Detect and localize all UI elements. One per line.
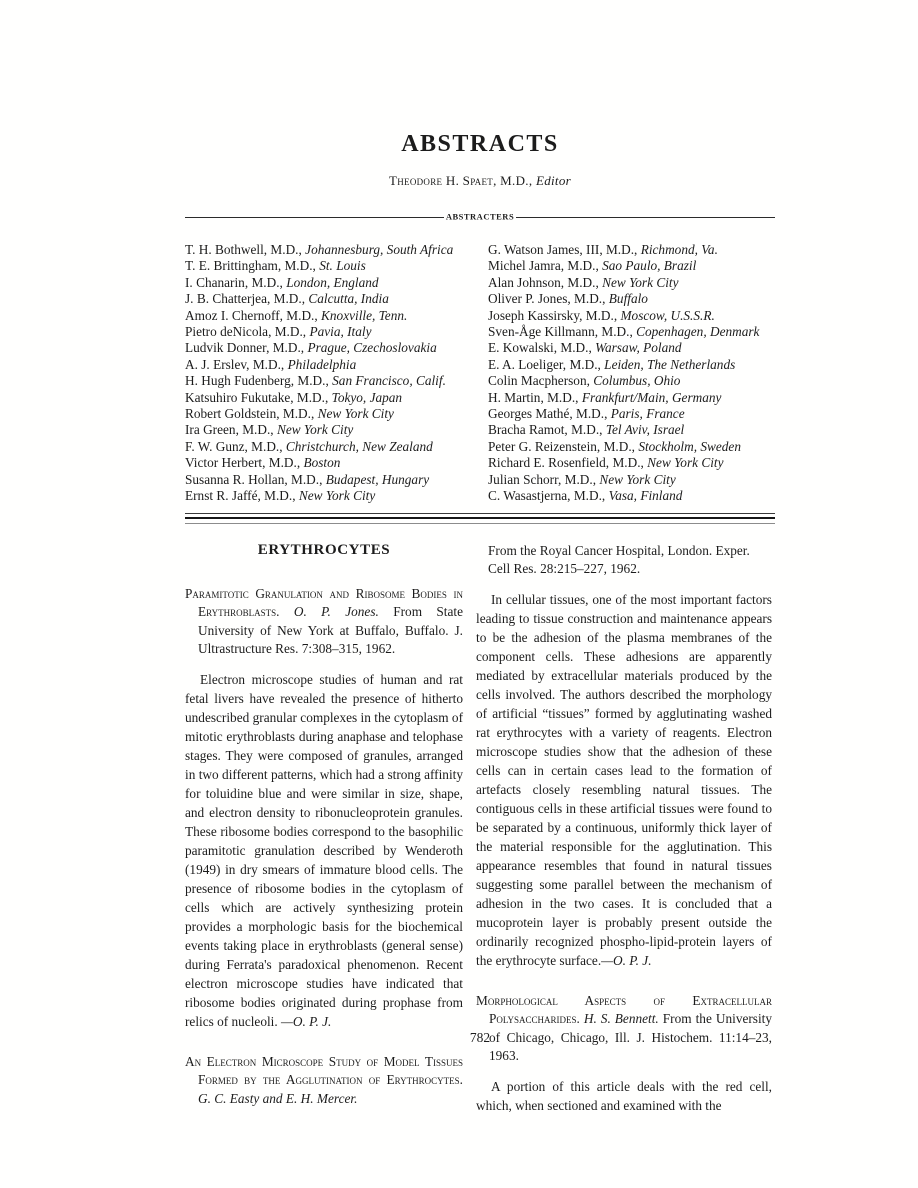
abstract-1-signoff: —O. P. J. bbox=[281, 1013, 332, 1029]
abstract-3-heading bbox=[476, 992, 772, 1066]
rule-line-middle bbox=[185, 517, 775, 519]
abstracter-location: Stockholm, Sweden bbox=[638, 438, 741, 454]
abstract-2-heading bbox=[185, 1053, 463, 1109]
abstract-1-heading bbox=[185, 585, 463, 659]
abstracter-name: J. B. Chatterjea, M.D., bbox=[185, 291, 306, 307]
divider-rule-left bbox=[185, 217, 444, 218]
abstracter-entry bbox=[488, 455, 775, 471]
abstracter-entry bbox=[488, 390, 775, 406]
abstracter-entry bbox=[488, 258, 775, 274]
abstract-3-authors: H. S. Bennett. bbox=[583, 1011, 659, 1027]
abstracter-name: Joseph Kassirsky, M.D., bbox=[488, 307, 618, 323]
abstracter-location: New York City bbox=[647, 455, 724, 471]
abstracter-location: Prague, Czechoslovakia bbox=[307, 340, 437, 356]
abstracter-name: H. Hugh Fudenberg, M.D., bbox=[185, 373, 329, 389]
abstracter-name: F. W. Gunz, M.D., bbox=[185, 438, 283, 454]
abstracter-location: Pavia, Italy bbox=[309, 324, 372, 340]
abstract-2-title: An Electron Microscope Study of Model Tissues Formed by the Agglutination of Erythrocytes. bbox=[185, 1053, 463, 1088]
abstracters-column-right bbox=[488, 242, 775, 505]
editor-role: Editor bbox=[535, 173, 571, 188]
abstracter-entry bbox=[488, 488, 775, 504]
rule-line-top bbox=[185, 513, 775, 514]
abstract-1-source: From State University of New York at Buffalo, Buffalo. J. Ultrastructure Res. 7:308–315, 1962. bbox=[198, 604, 463, 657]
divider-rule-right bbox=[516, 217, 775, 218]
abstract-2-authors: G. C. Easty and E. H. Mercer. bbox=[198, 1091, 358, 1107]
abstract-3-title: Morphological Aspects of Extracellular Polysaccharides. bbox=[476, 992, 772, 1027]
abstracter-entry bbox=[488, 373, 775, 389]
section-divider-rule bbox=[185, 513, 775, 524]
abstracter-location: Philadelphia bbox=[287, 356, 357, 372]
abstracter-location: Knoxville, Tenn. bbox=[321, 307, 408, 323]
abstract-2-source: From the Royal Cancer Hospital, London. Exper. Cell Res. 28:215–227, 1962. bbox=[488, 542, 750, 577]
abstracter-entry bbox=[185, 422, 488, 438]
page-title: ABSTRACTS bbox=[401, 131, 559, 157]
abstracter-name: Robert Goldstein, M.D., bbox=[185, 406, 315, 422]
abstracter-name: C. Wasastjerna, M.D., bbox=[488, 488, 606, 504]
abstracter-location: Warsaw, Poland bbox=[595, 340, 682, 356]
abstracter-location: Tel Aviv, Israel bbox=[605, 422, 685, 438]
abstracter-location: Tokyo, Japan bbox=[331, 389, 403, 405]
abstracter-entry bbox=[185, 357, 488, 373]
abstracter-entry bbox=[488, 324, 775, 340]
abstract-2-body bbox=[476, 590, 772, 970]
abstracter-location: Buffalo bbox=[608, 291, 648, 307]
abstracter-entry bbox=[185, 455, 488, 471]
abstracter-location: Columbus, Ohio bbox=[593, 373, 681, 389]
rule-line-bottom bbox=[185, 523, 775, 524]
abstracter-entry bbox=[488, 275, 775, 291]
abstracter-entry bbox=[488, 242, 775, 258]
abstracter-name: Sven-Åge Killmann, M.D., bbox=[488, 324, 633, 340]
abstracter-name: A. J. Erslev, M.D., bbox=[185, 356, 285, 372]
abstracter-entry bbox=[185, 324, 488, 340]
abstracter-location: Sao Paulo, Brazil bbox=[602, 258, 697, 274]
abstracter-entry bbox=[185, 291, 488, 307]
abstracter-entry bbox=[185, 488, 488, 504]
abstracter-name: Peter G. Reizenstein, M.D., bbox=[488, 438, 635, 454]
abstracter-entry bbox=[185, 242, 488, 258]
abstracter-location: Paris, France bbox=[610, 406, 685, 422]
abstracter-entry bbox=[488, 439, 775, 455]
abstracter-entry bbox=[488, 357, 775, 373]
abstracter-location: Richmond, Va. bbox=[640, 242, 718, 257]
abstracter-entry bbox=[185, 340, 488, 356]
abstracter-name: Katsuhiro Fukutake, M.D., bbox=[185, 389, 329, 405]
abstracter-location: Johannesburg, South Africa bbox=[305, 242, 454, 257]
abstracter-entry bbox=[488, 291, 775, 307]
abstracter-name: Ernst R. Jaffé, M.D., bbox=[185, 488, 296, 504]
abstracter-location: Vasa, Finland bbox=[608, 488, 683, 504]
abstracter-entry bbox=[488, 472, 775, 488]
abstracter-entry bbox=[185, 472, 488, 488]
abstract-3-source: From the University of Chicago, Chicago, Ill. J. Histochem. 11:14–23, 1963. bbox=[489, 1011, 773, 1064]
abstracter-entry bbox=[185, 258, 488, 274]
abstracts-body bbox=[185, 540, 775, 1116]
abstracter-name: Georges Mathé, M.D., bbox=[488, 406, 608, 422]
abstracter-location: New York City bbox=[602, 274, 679, 290]
page-number: 782 bbox=[469, 1030, 491, 1045]
abstracter-name: Michel Jamra, M.D., bbox=[488, 258, 599, 274]
abstracter-entry bbox=[488, 422, 775, 438]
abstracter-location: Budapest, Hungary bbox=[325, 471, 430, 487]
abstracter-location: Calcutta, India bbox=[308, 291, 389, 307]
abstracter-location: Copenhagen, Denmark bbox=[636, 324, 760, 340]
abstracter-location: New York City bbox=[599, 471, 676, 487]
abstract-1-title: Paramitotic Granulation and Ribosome Bodies in Erythroblasts. bbox=[185, 585, 463, 620]
abstracter-entry bbox=[185, 439, 488, 455]
abstract-2-body-text: In cellular tissues, one of the most important factors leading to tissue construction and maintenance appears to be the adhesion of the plasma membranes of the component cells. These adhesions are apparently mediated by extracellular materials produced by the cells involved. The authors described the morphology of artificial “tissues” formed by agglutinating washed rat erythrocytes with a variety of reagents. Electron microscope studies show that the adhesion of these cells can in certain cases lead to the formation of artefacts closely resembling natural tissues. The contiguous cells in these artificial tissues were found to be separated by a continuous, uniformly thick layer of the material responsible for the agglutination. This appearance resembles that found in natural tissues suggesting some parallel between the mechanism of adhesion in the two cases. It is concluded that a mucoprotein layer is probably present outside the ordinarily recognized phospho-lipid-protein layers of the erythrocyte surface. bbox=[476, 591, 772, 968]
abstracter-name: Susanna R. Hollan, M.D., bbox=[185, 471, 323, 487]
section-heading-erythrocytes: ERYTHROCYTES bbox=[257, 541, 391, 558]
column-left bbox=[185, 540, 463, 1116]
abstracter-location: Leiden, The Netherlands bbox=[604, 356, 736, 372]
abstract-1-authors: O. P. Jones. bbox=[293, 604, 379, 620]
abstracter-name: E. Kowalski, M.D., bbox=[488, 340, 592, 356]
abstracter-entry bbox=[185, 308, 488, 324]
abstracter-location: Boston bbox=[303, 455, 341, 471]
page-content bbox=[185, 0, 775, 1115]
abstracter-entry bbox=[185, 373, 488, 389]
abstracter-entry bbox=[488, 340, 775, 356]
abstracter-entry bbox=[185, 406, 488, 422]
abstracter-name: Pietro deNicola, M.D., bbox=[185, 324, 307, 340]
abstracter-entry bbox=[488, 406, 775, 422]
abstracter-name: Victor Herbert, M.D., bbox=[185, 455, 301, 471]
abstracter-location: Frankfurt/Main, Germany bbox=[581, 389, 722, 405]
abstracters-column-left bbox=[185, 242, 488, 505]
abstracter-location: New York City bbox=[317, 406, 394, 422]
editor-line bbox=[185, 173, 775, 189]
abstracter-name: G. Watson James, III, M.D., bbox=[488, 242, 638, 257]
abstracter-name: H. Martin, M.D., bbox=[488, 389, 579, 405]
abstracter-name: E. A. Loeliger, M.D., bbox=[488, 356, 601, 372]
abstracter-location: New York City bbox=[276, 422, 354, 438]
abstracters-list bbox=[185, 242, 775, 505]
abstracter-entry bbox=[185, 390, 488, 406]
abstract-2-source-continuation bbox=[476, 542, 772, 579]
abstracter-name: Amoz I. Chernoff, M.D., bbox=[185, 307, 318, 323]
abstracter-location: St. Louis bbox=[319, 258, 366, 274]
abstracter-location: New York City bbox=[298, 488, 376, 504]
abstracter-location: San Francisco, Calif. bbox=[332, 373, 446, 389]
abstracter-name: Ludvik Donner, M.D., bbox=[185, 340, 305, 356]
abstracter-name: Alan Johnson, M.D., bbox=[488, 274, 599, 290]
abstracter-name: Richard E. Rosenfield, M.D., bbox=[488, 455, 644, 471]
editor-name: Theodore H. Spaet, M.D., bbox=[389, 173, 533, 188]
abstracter-entry bbox=[185, 275, 488, 291]
abstracter-location: London, England bbox=[286, 274, 379, 290]
abstract-2-signoff: —O. P. J. bbox=[601, 952, 652, 968]
abstracter-name: Julian Schorr, M.D., bbox=[488, 471, 597, 487]
abstracter-name: T. E. Brittingham, M.D., bbox=[185, 258, 316, 274]
abstracter-location: Christchurch, New Zealand bbox=[285, 438, 433, 454]
abstract-1-body-text: Electron microscope studies of human and rat fetal livers have revealed the presence of hitherto undescribed granular complexes in the cytoplasm of mitotic erythroblasts during anaphase and telophase stages. They were composed of granules, arranged in two different patterns, which had a strong affinity for toluidine blue and were similar in size, shape, and electron density to ribonucleoprotein granules. These ribosome bodies correspond to the basophilic paramitotic granulation described by Wenderoth (1949) in dry smears of immature blood cells. The presence of ribosome bodies in the cytoplasm of cells which are actively synthesizing protein provides a morphologic basis for the biochemical events taking place in erythroblasts (general sense) during Ferrata's paradoxical phenomenon. Recent electron microscope studies have indicated that ribosome bodies originated during prophase from relics of nucleoli. bbox=[185, 671, 463, 1029]
abstracters-divider bbox=[185, 212, 775, 222]
abstracter-name: T. H. Bothwell, M.D., bbox=[185, 242, 302, 257]
abstract-1-body bbox=[185, 670, 463, 1031]
abstracter-name: Colin Macpherson, bbox=[488, 373, 590, 389]
abstracter-location: Moscow, U.S.S.R. bbox=[620, 307, 715, 323]
abstracter-entry bbox=[488, 308, 775, 324]
abstracter-name: Ira Green, M.D., bbox=[185, 422, 274, 438]
column-right bbox=[476, 540, 772, 1116]
abstracter-name: Oliver P. Jones, M.D., bbox=[488, 291, 606, 307]
abstract-3-body: A portion of this article deals with the red cell, which, when sectioned and examined with the bbox=[476, 1079, 772, 1114]
abstracters-divider-label: ABSTRACTERS bbox=[445, 211, 515, 222]
abstracter-name: I. Chanarin, M.D., bbox=[185, 274, 283, 290]
abstracter-name: Bracha Ramot, M.D., bbox=[488, 422, 603, 438]
